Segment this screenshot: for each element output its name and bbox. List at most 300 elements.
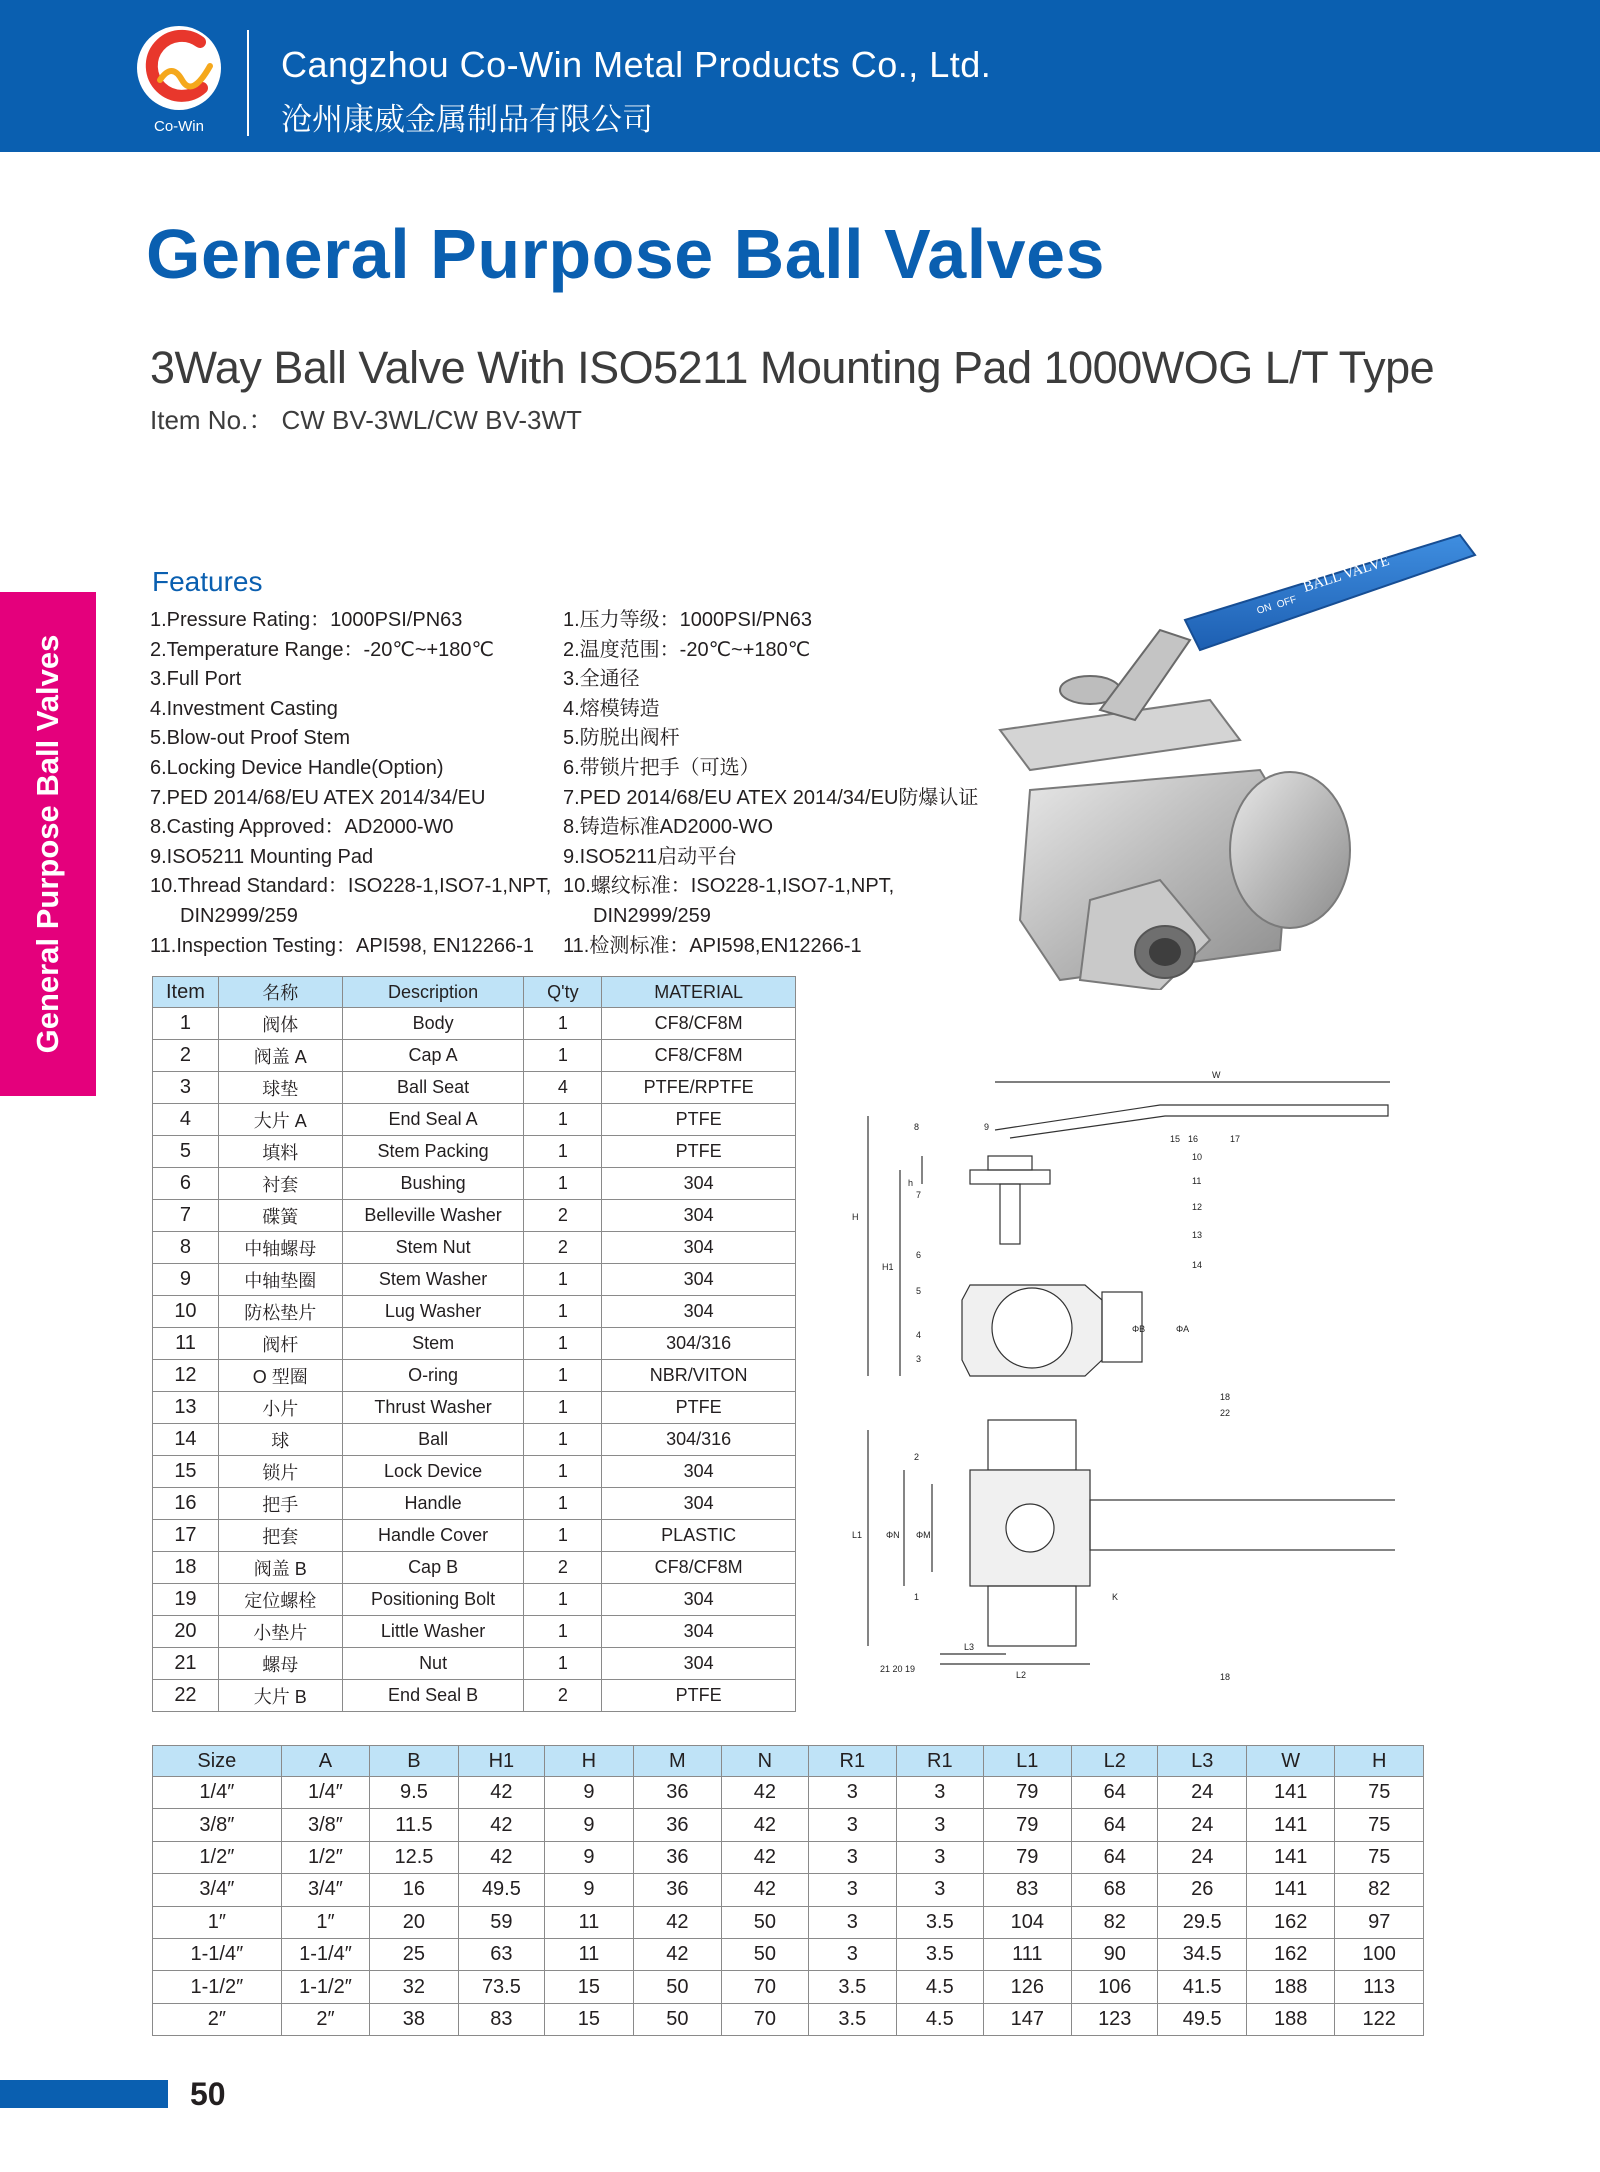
col-header: L3 [1158, 1746, 1246, 1777]
table-cell: 阀盖 A [218, 1040, 342, 1072]
table-cell: End Seal A [342, 1104, 524, 1136]
table-cell: Stem Washer [342, 1264, 524, 1296]
parts-table-row [153, 1616, 796, 1648]
table-cell: 64 [1072, 1841, 1158, 1873]
table-cell: Stem Packing [342, 1136, 524, 1168]
col-header: Q'ty [524, 977, 602, 1008]
table-cell: 50 [722, 1938, 808, 1970]
parts-table-row [153, 1264, 796, 1296]
feature-item-cn: 9.ISO5211启动平台 [563, 845, 738, 868]
table-cell: 36 [633, 1874, 721, 1906]
table-cell: 小垫片 [218, 1616, 342, 1648]
table-cell: 18 [153, 1552, 219, 1584]
table-cell: 10 [153, 1296, 219, 1328]
table-cell: 188 [1246, 2003, 1334, 2035]
feature-item-cn: 4.熔模铸造 [563, 697, 660, 720]
table-cell: 1 [524, 1424, 602, 1456]
table-cell: 162 [1246, 1906, 1334, 1938]
table-cell: 141 [1246, 1809, 1334, 1841]
callout-6: 6 [916, 1250, 922, 1260]
table-cell: 3 [808, 1938, 896, 1970]
side-section-tab [0, 592, 96, 1096]
table-cell: 26 [1158, 1874, 1246, 1906]
feature-item: 8.Casting Approved：AD2000-W0 [150, 816, 454, 839]
dims-table-row [153, 1874, 1424, 1906]
table-cell: 70 [722, 1971, 808, 2003]
header-divider [247, 30, 249, 136]
parts-table-row [153, 1200, 796, 1232]
table-cell: 83 [983, 1874, 1071, 1906]
dim-label-phia: ΦA [1176, 1324, 1190, 1334]
table-cell: 大片 A [218, 1104, 342, 1136]
feature-item-cn: 1.压力等级：1000PSI/PN63 [563, 609, 812, 631]
table-cell: 4.5 [897, 2003, 983, 2035]
table-cell: 1″ [281, 1906, 369, 1938]
table-cell: 64 [1072, 1777, 1158, 1809]
table-cell: 1/2″ [281, 1841, 369, 1873]
table-cell: 3 [808, 1841, 896, 1873]
table-cell: 24 [1158, 1809, 1246, 1841]
table-cell: 1/4″ [153, 1777, 282, 1809]
table-cell: 17 [153, 1520, 219, 1552]
company-name-cn: 沧州康威金属制品有限公司 [281, 102, 653, 137]
col-header: W [1246, 1746, 1334, 1777]
table-cell: 21 [153, 1648, 219, 1680]
table-cell: 15 [545, 2003, 633, 2035]
callout-7: 7 [916, 1190, 922, 1200]
table-cell: 中轴垫圈 [218, 1264, 342, 1296]
table-cell: 2 [524, 1200, 602, 1232]
table-cell: 304 [602, 1168, 796, 1200]
table-cell: 304/316 [602, 1424, 796, 1456]
table-cell: 82 [1335, 1874, 1424, 1906]
table-cell: 1 [524, 1328, 602, 1360]
table-cell: 304 [602, 1616, 796, 1648]
table-cell: 12 [153, 1360, 219, 1392]
table-cell: 2 [153, 1040, 219, 1072]
table-cell: 阀杆 [218, 1328, 342, 1360]
feature-item: 11.Inspection Testing：API598, EN12266-1 [150, 934, 534, 957]
dimensions-table [152, 1745, 1424, 2036]
feature-item: DIN2999/259 [180, 904, 298, 927]
table-cell: 141 [1246, 1841, 1334, 1873]
parts-table-row [153, 1008, 796, 1040]
parts-table-row [153, 1136, 796, 1168]
table-cell: 126 [983, 1971, 1071, 2003]
table-cell: Handle [342, 1488, 524, 1520]
table-cell: 304 [602, 1232, 796, 1264]
col-header: 名称 [218, 977, 342, 1008]
feature-item-cn: 3.全通径 [563, 668, 640, 691]
table-cell: Positioning Bolt [342, 1584, 524, 1616]
parts-table-row [153, 1104, 796, 1136]
table-cell: PTFE/RPTFE [602, 1072, 796, 1104]
handle-text: BALL VALVE [1301, 552, 1392, 596]
technical-drawing [840, 1060, 1395, 1710]
table-cell: 定位螺栓 [218, 1584, 342, 1616]
table-cell: 1/4″ [281, 1777, 369, 1809]
table-cell: 304 [602, 1296, 796, 1328]
dim-label-w: W [1212, 1070, 1221, 1080]
col-header: L1 [983, 1746, 1071, 1777]
table-cell: 1-1/4″ [281, 1938, 369, 1970]
dim-label-h1: H1 [882, 1262, 894, 1272]
dim-label-phim: ΦM [916, 1530, 931, 1540]
handle-text-off: OFF [1275, 594, 1298, 611]
table-cell: 9 [545, 1841, 633, 1873]
dims-header-row [153, 1746, 1424, 1777]
table-cell: 24 [1158, 1841, 1246, 1873]
table-cell: 4.5 [897, 1971, 983, 2003]
table-cell: 球 [218, 1424, 342, 1456]
feature-item: 3.Full Port [150, 668, 242, 691]
table-cell: 70 [722, 2003, 808, 2035]
table-cell: 大片 B [218, 1680, 342, 1712]
table-cell: Handle Cover [342, 1520, 524, 1552]
col-header: H [545, 1746, 633, 1777]
callout-11: 11 [1192, 1176, 1202, 1186]
dim-label-k: K [1112, 1592, 1119, 1602]
col-header: H1 [458, 1746, 544, 1777]
parts-table-row [153, 1552, 796, 1584]
parts-table-row [153, 1648, 796, 1680]
table-cell: 2″ [153, 2003, 282, 2035]
table-cell: 1 [524, 1168, 602, 1200]
parts-table-row [153, 1328, 796, 1360]
table-cell: 304/316 [602, 1328, 796, 1360]
table-cell: 42 [722, 1874, 808, 1906]
table-cell: 9 [153, 1264, 219, 1296]
dim-label-small-h: h [908, 1178, 914, 1188]
callout-14: 14 [1192, 1260, 1203, 1270]
page-title: General Purpose Ball Valves [146, 215, 1105, 293]
table-cell: 防松垫片 [218, 1296, 342, 1328]
table-cell: 41.5 [1158, 1971, 1246, 2003]
feature-item-cn: 6.带锁片把手（可选） [563, 756, 760, 779]
table-cell: 4 [524, 1072, 602, 1104]
table-cell: 6 [153, 1168, 219, 1200]
table-cell: Ball [342, 1424, 524, 1456]
table-cell: 42 [458, 1841, 544, 1873]
table-cell: Cap B [342, 1552, 524, 1584]
col-header: Description [342, 977, 524, 1008]
table-cell: 3/8″ [281, 1809, 369, 1841]
feature-item-cn: 10.螺纹标准：ISO228-1,ISO7-1,NPT, [563, 875, 895, 898]
dims-table-row [153, 1971, 1424, 2003]
table-cell: 14 [153, 1424, 219, 1456]
table-cell: Stem [342, 1328, 524, 1360]
table-cell: 75 [1335, 1841, 1424, 1873]
table-cell: Little Washer [342, 1616, 524, 1648]
table-cell: Body [342, 1008, 524, 1040]
col-header: MATERIAL [602, 977, 796, 1008]
table-cell: 97 [1335, 1906, 1424, 1938]
feature-item-cn: 8.铸造标准AD2000-WO [563, 816, 774, 839]
table-cell: 32 [370, 1971, 458, 2003]
dims-table-row [153, 2003, 1424, 2035]
table-cell: 3 [808, 1874, 896, 1906]
table-cell: 7 [153, 1200, 219, 1232]
table-cell: 3/8″ [153, 1809, 282, 1841]
table-cell: 15 [153, 1456, 219, 1488]
callout-12: 12 [1192, 1202, 1203, 1212]
col-header: Item [153, 977, 219, 1008]
table-cell: Ball Seat [342, 1072, 524, 1104]
table-cell: 36 [633, 1777, 721, 1809]
table-cell: 填料 [218, 1136, 342, 1168]
valve-illustration [960, 520, 1480, 990]
parts-table-row [153, 1168, 796, 1200]
parts-header-row [153, 977, 796, 1008]
table-cell: 15 [545, 1971, 633, 2003]
table-cell: 1 [524, 1392, 602, 1424]
parts-table-row [153, 1584, 796, 1616]
table-cell: 3 [897, 1777, 983, 1809]
parts-table-row [153, 1040, 796, 1072]
feature-item-cn: DIN2999/259 [593, 904, 711, 927]
table-cell: 59 [458, 1906, 544, 1938]
table-cell: 123 [1072, 2003, 1158, 2035]
header-bar [0, 0, 1600, 152]
parts-table-row [153, 1232, 796, 1264]
side-tab-label: General Purpose Ball Valves [30, 634, 65, 1054]
item-number: Item No.： CW BV-3WL/CW BV-3WT [150, 405, 582, 435]
table-cell: 68 [1072, 1874, 1158, 1906]
co-win-logo [132, 22, 226, 142]
feature-item: 10.Thread Standard：ISO228-1,ISO7-1,NPT, [150, 875, 552, 898]
table-cell: 82 [1072, 1906, 1158, 1938]
dims-table-row [153, 1841, 1424, 1873]
table-cell: 3 [897, 1841, 983, 1873]
feature-item-cn: 2.温度范围：-20℃~+180℃ [563, 638, 811, 661]
table-cell: 4 [153, 1104, 219, 1136]
table-cell: 42 [633, 1938, 721, 1970]
dim-label-l2: L2 [1016, 1670, 1027, 1680]
table-cell: 3 [808, 1906, 896, 1938]
table-cell: 阀盖 B [218, 1552, 342, 1584]
table-cell: 113 [1335, 1971, 1424, 2003]
company-name-en: Cangzhou Co-Win Metal Products Co., Ltd. [281, 44, 992, 85]
table-cell: 304 [602, 1456, 796, 1488]
parts-table-row [153, 1424, 796, 1456]
table-cell: 36 [633, 1841, 721, 1873]
table-cell: Lock Device [342, 1456, 524, 1488]
dims-table-row [153, 1938, 1424, 1970]
page-number: 50 [190, 2076, 226, 2112]
parts-table-row [153, 1456, 796, 1488]
table-cell: 螺母 [218, 1648, 342, 1680]
feature-item: 6.Locking Device Handle(Option) [150, 756, 444, 779]
callout-18: 18 [1220, 1392, 1231, 1402]
table-cell: 1 [524, 1456, 602, 1488]
callout-22: 22 [1220, 1408, 1231, 1418]
table-cell: 3 [808, 1809, 896, 1841]
table-cell: 2 [524, 1232, 602, 1264]
table-cell: 3.5 [808, 1971, 896, 2003]
feature-item: 9.ISO5211 Mounting Pad [150, 845, 374, 868]
callout-15: 15 [1170, 1134, 1181, 1144]
table-cell: 147 [983, 2003, 1071, 2035]
table-cell: 锁片 [218, 1456, 342, 1488]
parts-table-row [153, 1360, 796, 1392]
table-cell: 衬套 [218, 1168, 342, 1200]
parts-table-row [153, 1392, 796, 1424]
table-cell: 1 [524, 1264, 602, 1296]
table-cell: 79 [983, 1841, 1071, 1873]
handle-text-on: ON [1255, 601, 1274, 617]
features-list-cn [563, 606, 978, 961]
callout-17: 17 [1230, 1134, 1241, 1144]
dim-label-h: H [852, 1212, 859, 1222]
table-cell: 1 [524, 1136, 602, 1168]
table-cell: 38 [370, 2003, 458, 2035]
table-cell: 100 [1335, 1938, 1424, 1970]
table-cell: 1 [524, 1104, 602, 1136]
table-cell: 42 [458, 1809, 544, 1841]
table-cell: 141 [1246, 1777, 1334, 1809]
feature-item-cn: 5.防脱出阀杆 [563, 727, 680, 750]
table-cell: 中轴螺母 [218, 1232, 342, 1264]
callout-18b: 18 [1220, 1672, 1231, 1682]
table-cell: 50 [722, 1906, 808, 1938]
table-cell: 304 [602, 1488, 796, 1520]
table-cell: 3 [153, 1072, 219, 1104]
table-cell: 111 [983, 1938, 1071, 1970]
table-cell: Lug Washer [342, 1296, 524, 1328]
col-header: B [370, 1746, 458, 1777]
table-cell: Belleville Washer [342, 1200, 524, 1232]
table-cell: 34.5 [1158, 1938, 1246, 1970]
table-cell: 把手 [218, 1488, 342, 1520]
table-cell: 16 [370, 1874, 458, 1906]
table-cell: 42 [458, 1777, 544, 1809]
callout-2: 2 [914, 1452, 920, 1462]
table-cell: 16 [153, 1488, 219, 1520]
table-cell: 1-1/2″ [153, 1971, 282, 2003]
table-cell: 9 [545, 1809, 633, 1841]
col-header: M [633, 1746, 721, 1777]
table-cell: 304 [602, 1264, 796, 1296]
table-cell: 49.5 [1158, 2003, 1246, 2035]
feature-item: 4.Investment Casting [150, 697, 338, 720]
parts-table-row [153, 1296, 796, 1328]
table-cell: 75 [1335, 1777, 1424, 1809]
dims-table-row [153, 1777, 1424, 1809]
table-cell: 1 [524, 1616, 602, 1648]
table-cell: 79 [983, 1777, 1071, 1809]
table-cell: 2″ [281, 2003, 369, 2035]
table-cell: PTFE [602, 1104, 796, 1136]
table-cell: 11 [545, 1906, 633, 1938]
table-cell: O 型圈 [218, 1360, 342, 1392]
table-cell: 3/4″ [281, 1874, 369, 1906]
table-cell: 64 [1072, 1809, 1158, 1841]
table-cell: Bushing [342, 1168, 524, 1200]
table-cell: PLASTIC [602, 1520, 796, 1552]
table-cell: 2 [524, 1552, 602, 1584]
dims-table-row [153, 1906, 1424, 1938]
dim-label-phin: ΦN [886, 1530, 900, 1540]
features-list-en [150, 606, 551, 961]
dims-table-row [153, 1809, 1424, 1841]
feature-item-cn: 11.检测标准：API598,EN12266-1 [563, 934, 862, 957]
table-cell: CF8/CF8M [602, 1040, 796, 1072]
table-cell: Thrust Washer [342, 1392, 524, 1424]
table-cell: 50 [633, 1971, 721, 2003]
col-header: R1 [897, 1746, 983, 1777]
table-cell: 3/4″ [153, 1874, 282, 1906]
parts-table-row [153, 1072, 796, 1104]
features-heading: Features [152, 566, 263, 597]
table-cell: 1 [524, 1040, 602, 1072]
callout-8: 8 [914, 1122, 920, 1132]
table-cell: 2 [524, 1680, 602, 1712]
callout-10: 10 [1192, 1152, 1203, 1162]
table-cell: 小片 [218, 1392, 342, 1424]
feature-item: 5.Blow-out Proof Stem [150, 727, 351, 750]
col-header: H [1335, 1746, 1424, 1777]
table-cell: 29.5 [1158, 1906, 1246, 1938]
product-subtitle: 3Way Ball Valve With ISO5211 Mounting Pad 1000WOG L/T Type [150, 342, 1435, 393]
valve-product-photo [960, 520, 1480, 990]
table-cell: 79 [983, 1809, 1071, 1841]
table-cell: 304 [602, 1648, 796, 1680]
table-cell: 90 [1072, 1938, 1158, 1970]
table-cell: 3.5 [897, 1938, 983, 1970]
table-cell: 50 [633, 2003, 721, 2035]
table-cell: 122 [1335, 2003, 1424, 2035]
table-cell: 1 [524, 1008, 602, 1040]
drawing-svg [840, 1060, 1395, 1710]
table-cell: Stem Nut [342, 1232, 524, 1264]
feature-item-cn: 7.PED 2014/68/EU ATEX 2014/34/EU防爆认证 [563, 786, 979, 809]
table-cell: CF8/CF8M [602, 1008, 796, 1040]
table-cell: 3.5 [897, 1906, 983, 1938]
table-cell: 8 [153, 1232, 219, 1264]
table-cell: 20 [153, 1616, 219, 1648]
table-cell: 83 [458, 2003, 544, 2035]
table-cell: PTFE [602, 1392, 796, 1424]
table-cell: 106 [1072, 1971, 1158, 2003]
callout-13: 13 [1192, 1230, 1203, 1240]
table-cell: 25 [370, 1938, 458, 1970]
feature-item: 1.Pressure Rating：1000PSI/PN63 [150, 609, 463, 631]
table-cell: 22 [153, 1680, 219, 1712]
table-cell: O-ring [342, 1360, 524, 1392]
table-cell: PTFE [602, 1680, 796, 1712]
table-cell: 1-1/2″ [281, 1971, 369, 2003]
table-cell: End Seal B [342, 1680, 524, 1712]
callout-9: 9 [984, 1122, 990, 1132]
table-cell: 11.5 [370, 1809, 458, 1841]
col-header: L2 [1072, 1746, 1158, 1777]
table-cell: Nut [342, 1648, 524, 1680]
table-cell: 104 [983, 1906, 1071, 1938]
table-cell: 188 [1246, 1971, 1334, 2003]
table-cell: 42 [722, 1809, 808, 1841]
table-cell: 75 [1335, 1809, 1424, 1841]
logo-text: Co-Win [153, 118, 204, 135]
parts-table-row [153, 1520, 796, 1552]
table-cell: 5 [153, 1136, 219, 1168]
table-cell: 3 [897, 1809, 983, 1841]
table-cell: 1″ [153, 1906, 282, 1938]
table-cell: 1 [153, 1008, 219, 1040]
table-cell: 3 [808, 1777, 896, 1809]
co-win-logo-icon [132, 22, 226, 118]
table-cell: PTFE [602, 1136, 796, 1168]
table-cell: 36 [633, 1809, 721, 1841]
